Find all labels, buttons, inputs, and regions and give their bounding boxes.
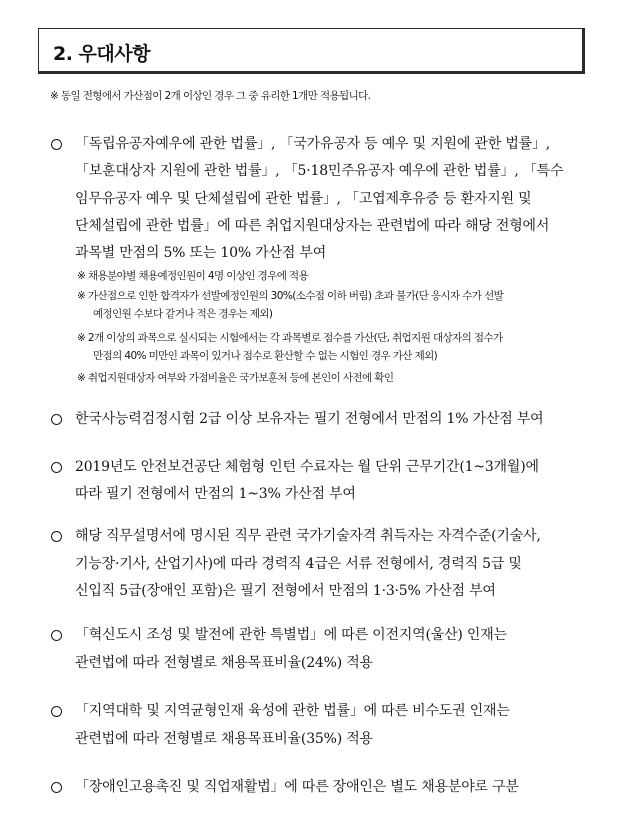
item-line: 관련법에 따라 전형별로 채용목표비율(24%) 적용 [75, 655, 373, 671]
item-note: ※ 취업지원대상자 여부와 가점비율은 국가보훈처 등에 본인이 사전에 확인 [77, 372, 394, 384]
bullet-circle-icon [51, 706, 62, 717]
item-line: 신입직 5급(장애인 포함)은 필기 전형에서 만점의 1·3·5% 가산점 부여 [75, 583, 496, 599]
item-note: 만점의 40% 미만인 과목이 있거나 점수로 환산할 수 없는 시험인 경우 가산 제외) [93, 350, 438, 362]
item-note: ※ 채용분야별 채용예정인원이 4명 이상인 경우에 적용 [77, 270, 309, 282]
item-line: 「지역대학 및 지역균형인재 육성에 관한 법률」에 따른 비수도권 인재는 [75, 703, 510, 719]
bullet-circle-icon [51, 531, 62, 542]
item-line: 따라 필기 전형에서 만점의 1~3% 가산점 부여 [75, 486, 356, 502]
item-line: 「장애인고용촉진 및 직업재활법」에 따른 장애인은 별도 채용분야로 구분 [75, 779, 519, 795]
bullet-circle-icon [51, 414, 62, 425]
item-line: 단체설립에 관한 법률」에 따른 취업지원대상자는 관련법에 따라 해당 전형에서 [75, 218, 550, 234]
item-line: 「보훈대상자 지원에 관한 법률」, 「5·18민주유공자 예우에 관한 법률」, 「특수 [75, 163, 564, 179]
item-note: ※ 가산점으로 인한 합격자가 선발예정인원의 30%(소수점 이하 버림) 초과 불가(단 응시자 수가 선발 [77, 290, 504, 302]
item-line: 2019년도 안전보건공단 체험형 인턴 수료자는 월 단위 근무기간(1~3개월)에 [75, 459, 539, 475]
section-title: 2. 우대사항 [53, 43, 150, 65]
item-note: 예정인원 수보다 같거나 적은 경우는 제외) [93, 308, 273, 320]
section-header [38, 28, 585, 74]
item-line: 관련법에 따라 전형별로 채용목표비율(35%) 적용 [75, 731, 373, 747]
item-note: ※ 2개 이상의 과목으로 실시되는 시험에서는 각 과목별로 점수를 가산(단, 취업지원 대상자의 점수가 [77, 332, 503, 344]
item-line: 「독립유공자예우에 관한 법률」, 「국가유공자 등 예우 및 지원에 관한 법률」, [75, 136, 551, 152]
item-line: 과목별 만점의 5% 또는 10% 가산점 부여 [75, 245, 327, 261]
top-note: ※ 동일 전형에서 가산점이 2개 이상인 경우 그 중 유리한 1개만 적용됩니다. [50, 90, 371, 102]
item-line: 임무유공자 예우 및 단체설립에 관한 법률」, 「고엽제후유증 등 환자지원 및 [75, 191, 532, 207]
item-line: 「혁신도시 조성 및 발전에 관한 특별법」에 따른 이전지역(울산) 인재는 [75, 627, 507, 643]
item-line: 기능장·기사, 산업기사)에 따라 경력직 4급은 서류 전형에서, 경력직 5급 및 [75, 556, 522, 572]
bullet-circle-icon [51, 462, 62, 473]
bullet-circle-icon [51, 139, 62, 150]
bullet-circle-icon [51, 630, 62, 641]
item-line: 해당 직무설명서에 명시된 직무 관련 국가기술자격 취득자는 자격수준(기술사, [75, 528, 541, 544]
bullet-circle-icon [51, 782, 62, 793]
item-line: 한국사능력검정시험 2급 이상 보유자는 필기 전형에서 만점의 1% 가산점 부여 [75, 411, 544, 427]
